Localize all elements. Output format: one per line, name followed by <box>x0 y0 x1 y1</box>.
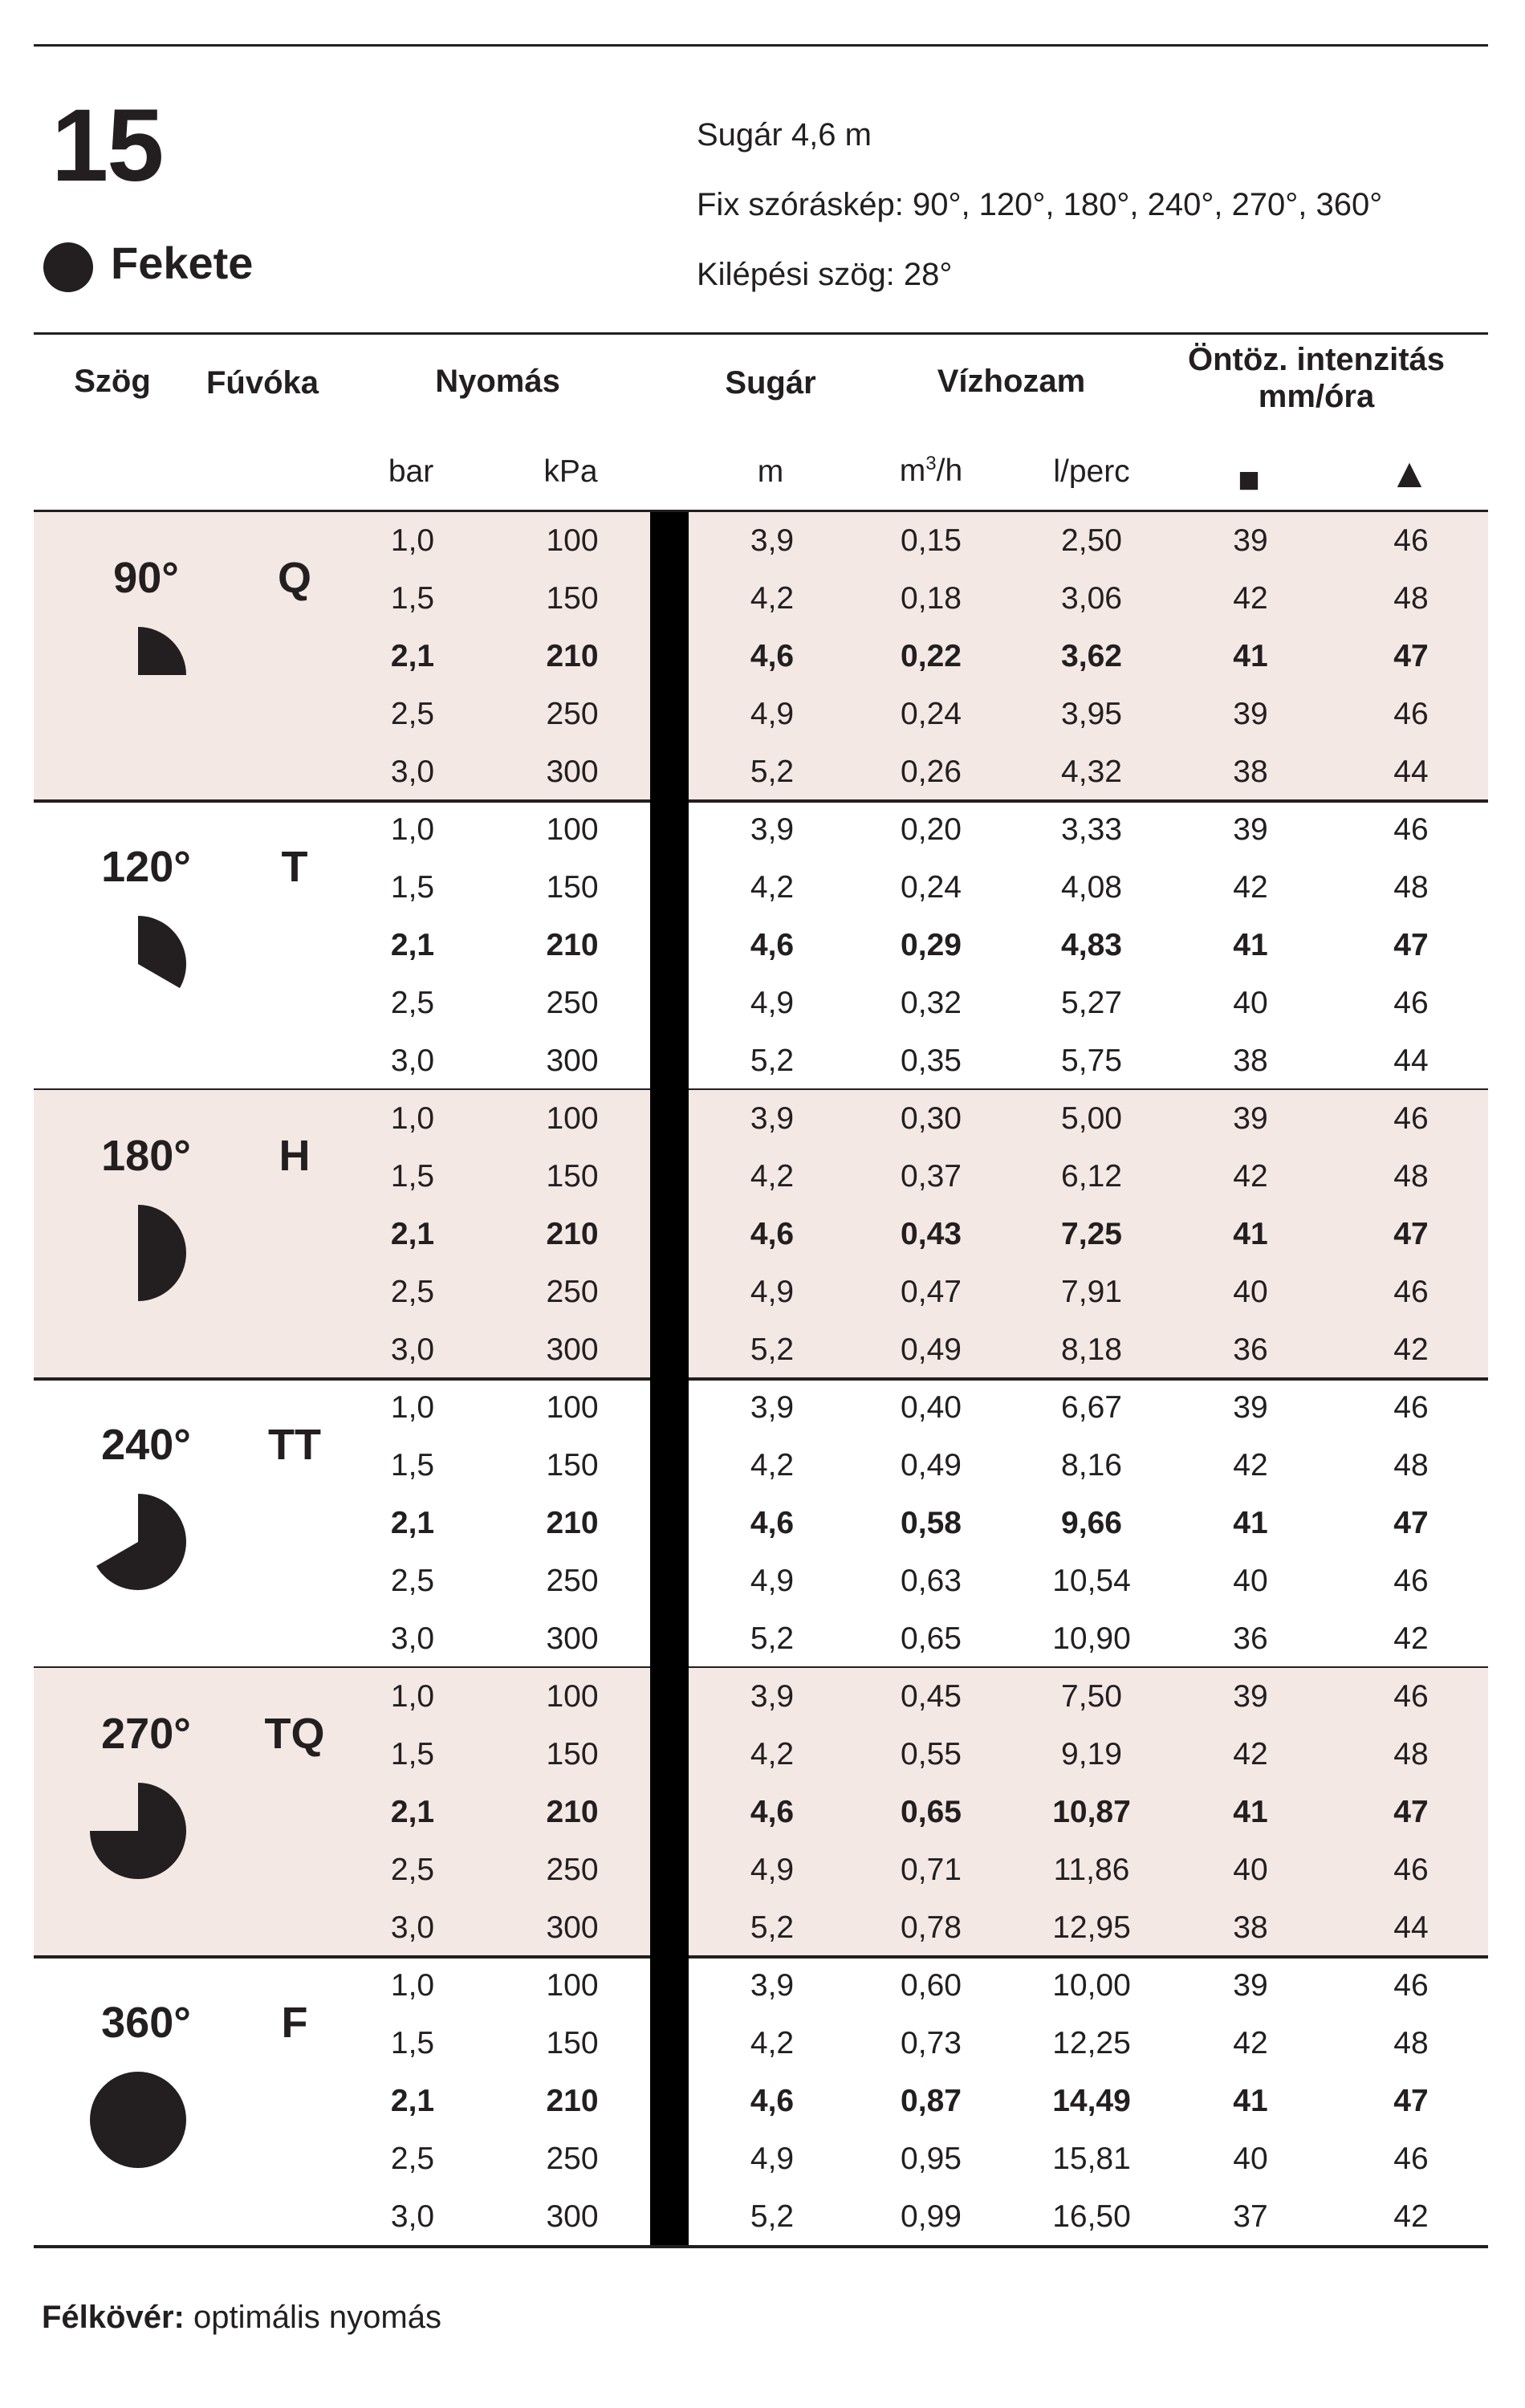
intensity-unit: mm/óra <box>1258 379 1375 414</box>
cell-intensity-triangle: 48 <box>1393 581 1429 616</box>
cell-intensity-triangle: 47 <box>1393 1795 1429 1829</box>
cell-bar: 2,5 <box>390 1275 435 1309</box>
cell-intensity-triangle: 47 <box>1393 639 1429 673</box>
cell-bar: 2,1 <box>390 1795 435 1829</box>
cell-bar: 1,5 <box>390 870 435 905</box>
cell-kpa: 150 <box>546 1448 599 1483</box>
cell-flow-m3h: 0,99 <box>901 2199 962 2234</box>
cell-radius: 4,2 <box>750 1448 795 1483</box>
cell-intensity-square: 38 <box>1233 1043 1268 1078</box>
cell-kpa: 210 <box>546 1795 599 1829</box>
cell-kpa: 150 <box>546 2026 599 2060</box>
cell-intensity-square: 39 <box>1233 1390 1268 1425</box>
model-number: 15 <box>51 88 163 203</box>
unit-bar: bar <box>388 454 434 489</box>
cell-flow-lpm: 9,66 <box>1061 1506 1122 1540</box>
cell-bar: 2,5 <box>390 986 435 1020</box>
cell-flow-lpm: 3,95 <box>1061 697 1122 731</box>
cell-radius: 4,9 <box>750 1275 795 1309</box>
cell-bar: 1,0 <box>390 812 435 847</box>
section-90 <box>34 512 1488 801</box>
table-row <box>34 1784 1488 1841</box>
cell-intensity-square: 36 <box>1233 1332 1268 1367</box>
cell-radius: 4,6 <box>750 639 795 673</box>
cell-radius: 5,2 <box>750 1910 795 1945</box>
cell-bar: 2,1 <box>390 928 435 962</box>
cell-flow-lpm: 15,81 <box>1052 2142 1131 2176</box>
info-pattern: Fix szóráskép: 90°, 120°, 180°, 240°, 270°, 360° <box>697 187 1383 222</box>
cell-intensity-square: 38 <box>1233 755 1268 789</box>
table-row <box>34 1090 1488 1148</box>
cell-flow-m3h: 0,45 <box>901 1679 962 1714</box>
section-180 <box>34 1090 1488 1379</box>
cell-intensity-triangle: 47 <box>1393 1506 1429 1540</box>
column-divider <box>650 512 689 2246</box>
table-row <box>34 2072 1488 2130</box>
cell-radius: 4,2 <box>750 1159 795 1194</box>
cell-intensity-triangle: 48 <box>1393 870 1429 905</box>
cell-flow-lpm: 5,27 <box>1061 986 1122 1020</box>
cell-kpa: 150 <box>546 870 599 905</box>
cell-intensity-square: 39 <box>1233 523 1268 558</box>
cell-flow-lpm: 4,32 <box>1061 755 1122 789</box>
footnote <box>42 2301 441 2333</box>
cell-bar: 1,0 <box>390 1390 435 1425</box>
cell-intensity-square: 41 <box>1233 2084 1268 2118</box>
cell-kpa: 210 <box>546 2084 599 2118</box>
section-120 <box>34 801 1488 1090</box>
cell-flow-m3h: 0,55 <box>901 1737 962 1771</box>
unit-kpa: kPa <box>543 454 598 489</box>
cell-kpa: 100 <box>546 1968 599 2003</box>
cell-radius: 4,9 <box>750 697 795 731</box>
cell-radius: 3,9 <box>750 1679 795 1714</box>
cell-kpa: 250 <box>546 986 599 1020</box>
cell-flow-m3h: 0,24 <box>901 697 962 731</box>
cell-intensity-triangle: 46 <box>1393 1390 1429 1425</box>
cell-flow-m3h: 0,18 <box>901 581 962 616</box>
cell-intensity-square: 42 <box>1233 870 1268 905</box>
cell-intensity-triangle: 42 <box>1393 1332 1429 1367</box>
cell-flow-m3h: 0,49 <box>901 1332 962 1367</box>
unit-m: m <box>757 454 784 489</box>
cell-bar: 2,1 <box>390 1217 435 1251</box>
cell-flow-m3h: 0,37 <box>901 1159 962 1194</box>
table-row <box>34 1379 1488 1437</box>
cell-kpa: 300 <box>546 2199 599 2234</box>
cell-radius: 5,2 <box>750 1621 795 1656</box>
cell-intensity-square: 41 <box>1233 1795 1268 1829</box>
cell-intensity-triangle: 44 <box>1393 1910 1429 1945</box>
cell-flow-lpm: 3,06 <box>1061 581 1122 616</box>
cell-intensity-triangle: 46 <box>1393 812 1429 847</box>
cell-kpa: 210 <box>546 1217 599 1251</box>
cell-intensity-square: 40 <box>1233 2142 1268 2176</box>
cell-kpa: 300 <box>546 755 599 789</box>
section-270 <box>34 1668 1488 1957</box>
cell-radius: 4,9 <box>750 1564 795 1598</box>
col-nozzle-header: Fúvóka <box>205 365 319 401</box>
cell-flow-lpm: 10,00 <box>1052 1968 1131 2003</box>
cell-intensity-triangle: 46 <box>1393 2142 1429 2176</box>
cell-intensity-square: 42 <box>1233 1737 1268 1771</box>
cell-intensity-triangle: 44 <box>1393 1043 1429 1078</box>
cell-kpa: 250 <box>546 1564 599 1598</box>
unit-lpm: l/perc <box>1053 454 1130 489</box>
cell-kpa: 210 <box>546 1506 599 1540</box>
table-row <box>34 1148 1488 1206</box>
table-row <box>34 1495 1488 1552</box>
cell-kpa: 100 <box>546 1101 599 1136</box>
table-row <box>34 628 1488 685</box>
cell-intensity-square: 39 <box>1233 1679 1268 1714</box>
color-dot-icon <box>43 242 93 292</box>
cell-flow-m3h: 0,63 <box>901 1564 962 1598</box>
cell-intensity-square: 40 <box>1233 1853 1268 1887</box>
table-row <box>34 570 1488 628</box>
table-row <box>34 1957 1488 2015</box>
square-symbol-icon: ■ <box>1238 458 1260 500</box>
cell-flow-lpm: 4,83 <box>1061 928 1122 962</box>
cell-flow-m3h: 0,87 <box>901 2084 962 2118</box>
cell-flow-lpm: 2,50 <box>1061 523 1122 558</box>
cell-bar: 3,0 <box>390 1043 435 1078</box>
bottom-rule <box>34 2245 1488 2248</box>
cell-flow-m3h: 0,78 <box>901 1910 962 1945</box>
cell-intensity-triangle: 47 <box>1393 1217 1429 1251</box>
cell-intensity-square: 41 <box>1233 928 1268 962</box>
cell-intensity-square: 39 <box>1233 697 1268 731</box>
col-pressure-header: Nyomás <box>435 364 560 399</box>
cell-flow-lpm: 5,75 <box>1061 1043 1122 1078</box>
section-nozzle: H <box>279 1132 311 1180</box>
cell-kpa: 150 <box>546 1737 599 1771</box>
table-row <box>34 1726 1488 1784</box>
cell-flow-m3h: 0,40 <box>901 1390 962 1425</box>
cell-intensity-square: 42 <box>1233 581 1268 616</box>
cell-intensity-square: 40 <box>1233 1564 1268 1598</box>
cell-flow-lpm: 6,67 <box>1061 1390 1122 1425</box>
cell-flow-lpm: 4,08 <box>1061 870 1122 905</box>
table-row <box>34 1437 1488 1495</box>
table-row <box>34 1668 1488 1726</box>
cell-bar: 2,5 <box>390 2142 435 2176</box>
cell-radius: 5,2 <box>750 2199 795 2234</box>
cell-flow-lpm: 9,19 <box>1061 1737 1122 1771</box>
col-radius-header: Sugár <box>725 365 816 401</box>
cell-intensity-triangle: 47 <box>1393 928 1429 962</box>
cell-radius: 4,2 <box>750 870 795 905</box>
table-row <box>34 801 1488 859</box>
cell-intensity-triangle: 46 <box>1393 697 1429 731</box>
cell-flow-m3h: 0,73 <box>901 2026 962 2060</box>
cell-radius: 3,9 <box>750 1968 795 2003</box>
cell-flow-lpm: 7,50 <box>1061 1679 1122 1714</box>
cell-radius: 3,9 <box>750 1390 795 1425</box>
cell-kpa: 250 <box>546 1275 599 1309</box>
section-240 <box>34 1379 1488 1668</box>
cell-flow-m3h: 0,47 <box>901 1275 962 1309</box>
footnote-text: optimális nyomás <box>184 2300 441 2335</box>
cell-intensity-square: 42 <box>1233 1159 1268 1194</box>
cell-radius: 5,2 <box>750 1332 795 1367</box>
cell-intensity-triangle: 46 <box>1393 1968 1429 2003</box>
col-flow-header: Vízhozam <box>937 364 1086 399</box>
cell-bar: 1,5 <box>390 2026 435 2060</box>
cell-bar: 3,0 <box>390 1621 435 1656</box>
cell-bar: 1,5 <box>390 1737 435 1771</box>
cell-kpa: 100 <box>546 812 599 847</box>
cell-kpa: 150 <box>546 1159 599 1194</box>
table-row <box>34 917 1488 974</box>
cell-intensity-triangle: 46 <box>1393 1564 1429 1598</box>
table-row <box>34 1032 1488 1090</box>
cell-flow-lpm: 7,91 <box>1061 1275 1122 1309</box>
cell-intensity-triangle: 44 <box>1393 755 1429 789</box>
cell-flow-m3h: 0,43 <box>901 1217 962 1251</box>
table-row <box>34 1263 1488 1321</box>
cell-intensity-square: 39 <box>1233 1968 1268 2003</box>
cell-flow-m3h: 0,22 <box>901 639 962 673</box>
cell-flow-m3h: 0,49 <box>901 1448 962 1483</box>
cell-flow-lpm: 5,00 <box>1061 1101 1122 1136</box>
cell-intensity-triangle: 48 <box>1393 2026 1429 2060</box>
cell-intensity-triangle: 46 <box>1393 1679 1429 1714</box>
cell-flow-lpm: 7,25 <box>1061 1217 1122 1251</box>
cell-intensity-square: 38 <box>1233 1910 1268 1945</box>
cell-flow-lpm: 8,18 <box>1061 1332 1122 1367</box>
cell-kpa: 300 <box>546 1043 599 1078</box>
section-nozzle: TT <box>268 1421 321 1469</box>
cell-radius: 4,6 <box>750 928 795 962</box>
cell-radius: 4,6 <box>750 1795 795 1829</box>
cell-flow-lpm: 12,25 <box>1052 2026 1131 2060</box>
cell-flow-m3h: 0,29 <box>901 928 962 962</box>
cell-flow-lpm: 16,50 <box>1052 2199 1131 2234</box>
section-nozzle: Q <box>277 554 311 602</box>
col-intensity-header <box>1156 341 1477 415</box>
cell-intensity-triangle: 48 <box>1393 1448 1429 1483</box>
cell-bar: 1,0 <box>390 1968 435 2003</box>
cell-flow-m3h: 0,32 <box>901 986 962 1020</box>
cell-kpa: 300 <box>546 1332 599 1367</box>
section-angle: 90° <box>113 554 179 602</box>
cell-flow-lpm: 11,86 <box>1053 1853 1130 1887</box>
cell-intensity-triangle: 42 <box>1393 1621 1429 1656</box>
cell-kpa: 250 <box>546 697 599 731</box>
cell-intensity-square: 41 <box>1233 1506 1268 1540</box>
table-row <box>34 1899 1488 1957</box>
table-row <box>34 1552 1488 1610</box>
cell-flow-lpm: 10,54 <box>1052 1564 1131 1598</box>
cell-bar: 3,0 <box>390 2199 435 2234</box>
cell-intensity-square: 42 <box>1233 2026 1268 2060</box>
cell-intensity-square: 42 <box>1233 1448 1268 1483</box>
cell-radius: 3,9 <box>750 523 795 558</box>
table-row <box>34 512 1488 570</box>
cell-intensity-triangle: 42 <box>1393 2199 1429 2234</box>
cell-radius: 4,2 <box>750 581 795 616</box>
cell-flow-m3h: 0,35 <box>901 1043 962 1078</box>
color-name: Fekete <box>111 238 254 288</box>
cell-flow-m3h: 0,65 <box>901 1795 962 1829</box>
cell-flow-m3h: 0,30 <box>901 1101 962 1136</box>
cell-flow-lpm: 3,33 <box>1061 812 1122 847</box>
cell-flow-lpm: 12,95 <box>1052 1910 1131 1945</box>
cell-radius: 3,9 <box>750 1101 795 1136</box>
cell-flow-lpm: 10,87 <box>1052 1795 1131 1829</box>
top-rule <box>34 44 1488 47</box>
table-row <box>34 974 1488 1032</box>
cell-bar: 2,1 <box>390 2084 435 2118</box>
cell-kpa: 250 <box>546 1853 599 1887</box>
cell-kpa: 100 <box>546 1679 599 1714</box>
cell-intensity-square: 37 <box>1233 2199 1268 2234</box>
cell-kpa: 300 <box>546 1621 599 1656</box>
cell-flow-m3h: 0,71 <box>901 1853 962 1887</box>
cell-flow-m3h: 0,20 <box>901 812 962 847</box>
cell-bar: 3,0 <box>390 1332 435 1367</box>
section-angle: 240° <box>101 1421 191 1469</box>
cell-kpa: 210 <box>546 928 599 962</box>
cell-bar: 2,1 <box>390 639 435 673</box>
cell-radius: 4,6 <box>750 1217 795 1251</box>
cell-kpa: 300 <box>546 1910 599 1945</box>
cell-flow-m3h: 0,60 <box>901 1968 962 2003</box>
cell-kpa: 100 <box>546 523 599 558</box>
table-row <box>34 1841 1488 1899</box>
cell-intensity-square: 40 <box>1233 986 1268 1020</box>
cell-radius: 4,6 <box>750 1506 795 1540</box>
section-nozzle: F <box>281 1999 308 2047</box>
cell-radius: 4,2 <box>750 2026 795 2060</box>
cell-intensity-triangle: 46 <box>1393 523 1429 558</box>
cell-radius: 5,2 <box>750 1043 795 1078</box>
cell-kpa: 100 <box>546 1390 599 1425</box>
cell-flow-lpm: 6,12 <box>1061 1159 1122 1194</box>
cell-kpa: 250 <box>546 2142 599 2176</box>
cell-bar: 3,0 <box>390 1910 435 1945</box>
cell-bar: 1,5 <box>390 1159 435 1194</box>
cell-intensity-triangle: 48 <box>1393 1737 1429 1771</box>
header-rule <box>34 332 1488 335</box>
cell-bar: 1,5 <box>390 1448 435 1483</box>
table-row <box>34 1321 1488 1379</box>
footnote-bold: Félkövér: <box>42 2300 185 2335</box>
cell-flow-m3h: 0,15 <box>901 523 962 558</box>
cell-flow-lpm: 14,49 <box>1052 2084 1131 2118</box>
triangle-symbol-icon: ▲ <box>1389 450 1430 497</box>
table-row <box>34 2130 1488 2188</box>
col-angle-header: Szög <box>74 364 151 399</box>
cell-radius: 4,9 <box>750 1853 795 1887</box>
table-row <box>34 685 1488 743</box>
cell-bar: 3,0 <box>390 755 435 789</box>
cell-flow-m3h: 0,24 <box>901 870 962 905</box>
section-angle: 360° <box>101 1999 191 2047</box>
info-exit-angle: Kilépési szög: 28° <box>697 257 953 292</box>
cell-flow-m3h: 0,58 <box>901 1506 962 1540</box>
section-angle: 180° <box>101 1132 191 1180</box>
table-row <box>34 1610 1488 1668</box>
cell-kpa: 210 <box>546 639 599 673</box>
cell-radius: 3,9 <box>750 812 795 847</box>
intensity-label: Öntöz. intenzitás <box>1188 342 1445 377</box>
cell-kpa: 150 <box>546 581 599 616</box>
table-row <box>34 743 1488 801</box>
section-nozzle: T <box>281 843 308 891</box>
table-row <box>34 2015 1488 2072</box>
info-radius: Sugár 4,6 m <box>697 117 872 153</box>
cell-flow-m3h: 0,95 <box>901 2142 962 2176</box>
cell-flow-lpm: 10,90 <box>1052 1621 1131 1656</box>
cell-intensity-square: 41 <box>1233 1217 1268 1251</box>
cell-intensity-square: 41 <box>1233 639 1268 673</box>
cell-intensity-square: 39 <box>1233 812 1268 847</box>
section-360 <box>34 1957 1488 2246</box>
cell-intensity-square: 39 <box>1233 1101 1268 1136</box>
cell-radius: 4,6 <box>750 2084 795 2118</box>
cell-intensity-triangle: 47 <box>1393 2084 1429 2118</box>
section-angle: 270° <box>101 1710 191 1758</box>
section-nozzle: TQ <box>264 1710 325 1758</box>
cell-radius: 4,9 <box>750 986 795 1020</box>
cell-flow-lpm: 3,62 <box>1061 639 1122 673</box>
section-angle: 120° <box>101 843 191 891</box>
cell-bar: 1,5 <box>390 581 435 616</box>
cell-intensity-square: 36 <box>1233 1621 1268 1656</box>
cell-radius: 4,9 <box>750 2142 795 2176</box>
cell-radius: 5,2 <box>750 755 795 789</box>
cell-flow-m3h: 0,65 <box>901 1621 962 1656</box>
cell-intensity-triangle: 46 <box>1393 986 1429 1020</box>
cell-radius: 4,2 <box>750 1737 795 1771</box>
cell-bar: 1,0 <box>390 1101 435 1136</box>
table-row <box>34 1206 1488 1263</box>
cell-bar: 2,5 <box>390 1853 435 1887</box>
cell-bar: 2,1 <box>390 1506 435 1540</box>
cell-bar: 2,5 <box>390 1564 435 1598</box>
unit-m3h: $m^3/h$ <box>899 453 963 488</box>
cell-bar: 2,5 <box>390 697 435 731</box>
cell-flow-m3h: 0,26 <box>901 755 962 789</box>
cell-bar: 1,0 <box>390 523 435 558</box>
cell-intensity-square: 40 <box>1233 1275 1268 1309</box>
cell-bar: 1,0 <box>390 1679 435 1714</box>
cell-intensity-triangle: 46 <box>1393 1275 1429 1309</box>
cell-intensity-triangle: 46 <box>1393 1101 1429 1136</box>
table-row <box>34 859 1488 917</box>
cell-intensity-triangle: 48 <box>1393 1159 1429 1194</box>
cell-intensity-triangle: 46 <box>1393 1853 1429 1887</box>
table-row <box>34 2188 1488 2246</box>
cell-flow-lpm: 8,16 <box>1061 1448 1122 1483</box>
